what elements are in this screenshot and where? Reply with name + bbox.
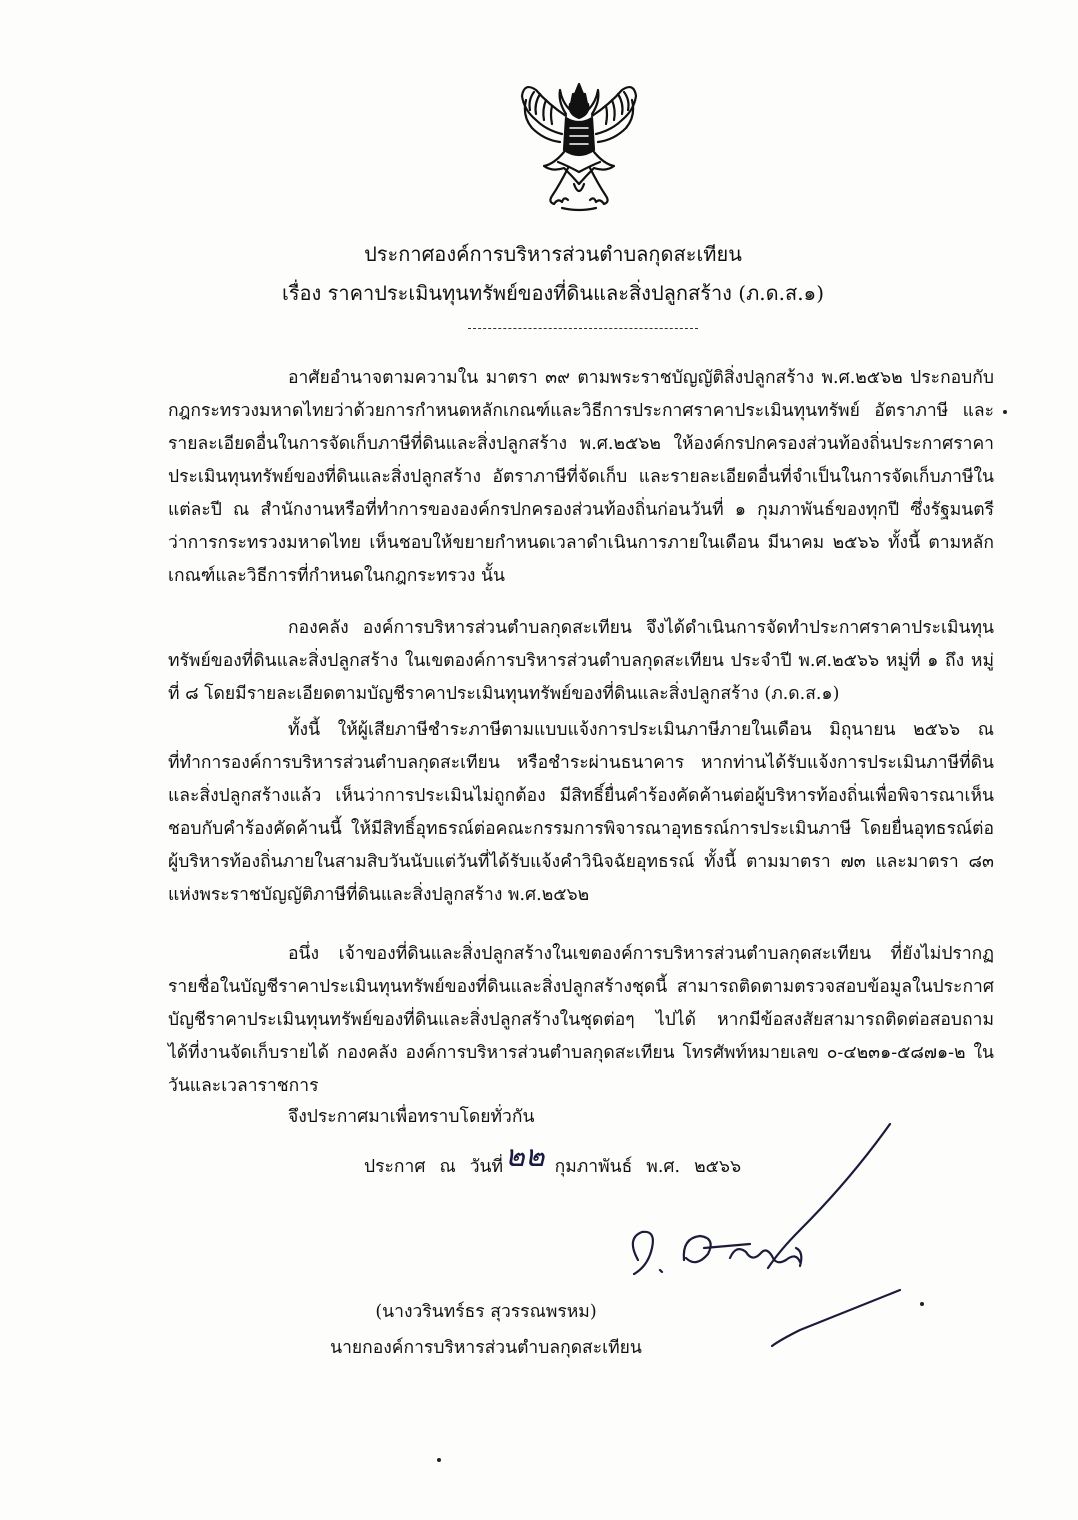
handwritten-day: ๒๒: [505, 1139, 545, 1174]
body-paragraph-1: [168, 362, 994, 593]
signatory-name: (นางวรินทร์ธร สุวรรณพรหม): [375, 1302, 597, 1322]
body-paragraph-4: [168, 938, 994, 1103]
title-divider: [468, 328, 698, 329]
garuda-emblem-icon: [518, 80, 640, 216]
signatory-position: นายกองค์การบริหารส่วนตำบลกุดสะเทียน: [330, 1338, 642, 1358]
at-label: ณ: [439, 1157, 456, 1177]
scan-speck: [1003, 410, 1007, 414]
day-label: วันที่: [469, 1157, 504, 1177]
announcement-subject: เรื่อง ราคาประเมินทุนทรัพย์ของที่ดินและสิ่งปลูกสร้าง (ภ.ด.ส.๑): [281, 281, 825, 305]
era: พ.ศ.: [646, 1157, 681, 1177]
month: กุมภาพันธ์: [554, 1157, 633, 1177]
paragraph-text: อาศัยอำนาจตามความใน มาตรา ๓๙ ตามพระราชบัญญัติสิ่งปลูกสร้าง พ.ศ.๒๕๖๒ ประกอบกับกฎกระทรวงมหาดไทยว่าด้วยการกำหนดหลักเกณฑ์และวิธีการประกาศราคาประเมินทุนทรัพย์ อัตราภาษี และรายละเอียดอื่นในการจัดเก็บภาษีที่ดินและสิ่งปลูกสร้าง พ.ศ.๒๕๖๒ ให้องค์กรปกครองส่วนท้องถิ่นประกาศราคาประเมินทุนทรัพย์ของที่ดินและสิ่งปลูกสร้าง อัตราภาษีที่จัดเก็บ และรายละเอียดอื่นที่จำเป็นในการจัดเก็บภาษีในแต่ละปี ณ สำนักงานหรือที่ทำการขององค์กรปกครองส่วนท้องถิ่นก่อนวันที่ ๑ กุมภาพันธ์ของทุกปี ซึ่งรัฐมนตรีว่าการกระทรวงมหาดไทย เห็นชอบให้ขยายกำหนดเวลาดำเนินการภายในเดือน มีนาคม ๒๕๖๖ ทั้งนี้ ตามหลักเกณฑ์และวิธีการที่กำหนดในกฎกระทรวง นั้น: [168, 368, 994, 586]
body-paragraph-3: [168, 714, 994, 912]
closing-statement: จึงประกาศมาเพื่อทราบโดยทั่วกัน: [288, 1107, 535, 1127]
announcement-title: ประกาศองค์การบริหารส่วนตำบลกุดสะเทียน: [364, 242, 742, 266]
paragraph-text: กองคลัง องค์การบริหารส่วนตำบลกุดสะเทียน จึงได้ดำเนินการจัดทำประกาศราคาประเมินทุนทรัพย์ของที่ดินและสิ่งปลูกสร้าง ในเขตองค์การบริหารส่วนตำบลกุดสะเทียน ประจำปี พ.ศ.๒๕๖๖ หมู่ที่ ๑ ถึง หมู่ที่ ๘ โดยมีรายละเอียดตามบัญชีราคาประเมินทุนทรัพย์ของที่ดินและสิ่งปลูกสร้าง (ภ.ด.ส.๑): [168, 618, 994, 704]
announced-prefix: ประกาศ: [364, 1157, 426, 1177]
paragraph-text: ทั้งนี้ ให้ผู้เสียภาษีชำระภาษีตามแบบแจ้งการประเมินภาษีภายในเดือน มิถุนายน ๒๕๖๖ ณ ที่ทำการองค์การบริหารส่วนตำบลกุดสะเทียน หรือชำระผ่านธนาคาร หากท่านได้รับแจ้งการประเมินภาษีที่ดินและสิ่งปลูกสร้างแล้ว เห็นว่าการประเมินไม่ถูกต้อง มีสิทธิ์ยื่นคำร้องคัดค้านต่อผู้บริหารท้องถิ่นเพื่อพิจารณาเห็นชอบกับคำร้องคัดค้านนี้ ให้มีสิทธิ์อุทธรณ์ต่อคณะกรรมการพิจารณาอุทธรณ์การประเมินภาษี โดยยื่นอุทธรณ์ต่อผู้บริหารท้องถิ่นภายในสามสิบวันนับแต่วันที่ได้รับแจ้งคำวินิจฉัยอุทธรณ์ ทั้งนี้ ตามมาตรา ๗๓ และมาตรา ๘๓ แห่งพระราชบัญญัติภาษีที่ดินและสิ่งปลูกสร้าง พ.ศ.๒๕๖๒: [168, 720, 994, 905]
scan-speck: [920, 1302, 924, 1306]
year: ๒๕๖๖: [694, 1157, 742, 1177]
scan-speck: [437, 1458, 441, 1462]
paragraph-text: อนึ่ง เจ้าของที่ดินและสิ่งปลูกสร้างในเขตองค์การบริหารส่วนตำบลกุดสะเทียน ที่ยังไม่ปรากฏรายชื่อในบัญชีราคาประเมินทุนทรัพย์ของที่ดินและสิ่งปลูกสร้างชุดนี้ สามารถติดตามตรวจสอบข้อมูลในประกาศบัญชีราคาประเมินทุนทรัพย์ของที่ดินและสิ่งปลูกสร้างในชุดต่อๆ ไปได้ หากมีข้อสงสัยสามารถติดต่อสอบถามได้ที่งานจัดเก็บรายได้ กองคลัง องค์การบริหารส่วนตำบลกุดสะเทียน โทรศัพท์หมายเลข ๐-๔๒๓๑-๕๘๗๑-๒ ในวันและเวลาราชการ: [168, 944, 994, 1096]
body-paragraph-2: [168, 612, 994, 711]
